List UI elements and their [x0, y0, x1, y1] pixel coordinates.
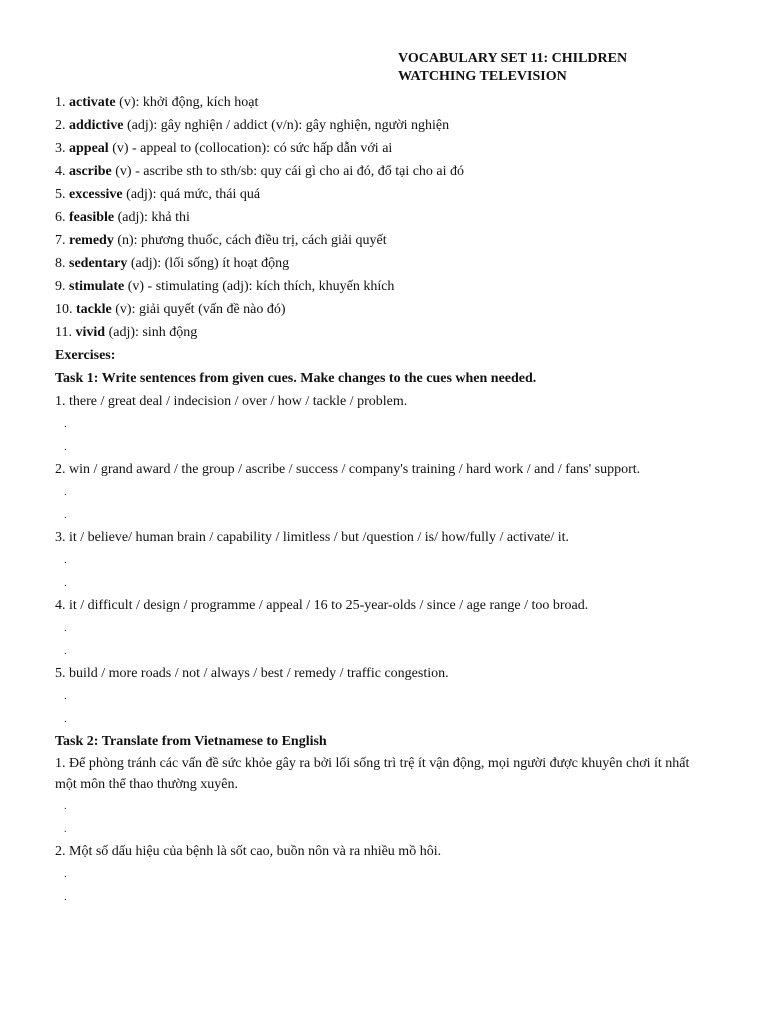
vocab-definition: (adj): (lối sống) ít hoạt động — [127, 256, 290, 271]
vocab-word: vivid — [75, 325, 106, 340]
answer-line[interactable]: . — [64, 418, 67, 430]
answer-line[interactable]: . — [64, 486, 67, 498]
task1-question: 3. it / believe/ human brain / capability / limitless / but /question / is/ how/fully / activate/ it. — [55, 530, 570, 545]
answer-line[interactable]: . — [64, 440, 67, 453]
vocab-item — [55, 252, 735, 275]
vocab-word: appeal — [69, 141, 109, 156]
task1-question: 1. there / great deal / indecision / over / how / tackle / problem. — [55, 394, 408, 409]
title-line-1: VOCABULARY SET 11: CHILDREN — [398, 51, 628, 66]
answer-line[interactable]: . — [64, 690, 67, 702]
vocab-definition: (adj): khả thi — [114, 210, 190, 225]
vocab-definition: (adj): quá mức, thái quá — [122, 187, 261, 202]
vocab-number: 5. — [55, 187, 66, 202]
task1-heading: Task 1: Write sentences from given cues. Make changes to the cues when needed. — [55, 371, 537, 386]
answer-line[interactable]: . — [64, 822, 67, 835]
vocab-item — [55, 275, 735, 298]
vocab-definition: (adj): sinh động — [105, 325, 198, 340]
title-line-2: WATCHING TELEVISION — [398, 69, 567, 84]
vocab-number: 4. — [55, 164, 66, 179]
task2-question: 1. Để phòng tránh các vấn đề sức khỏe gây ra bởi lối sống trì trệ ít vận động, mọi người được khuyên chơi ít nhất một môn thể thao thường xuyên. — [55, 756, 690, 792]
vocab-definition: (v) - ascribe sth to sth/sb: quy cái gì cho ai đó, đổ tại cho ai đó — [111, 164, 465, 179]
vocab-word: tackle — [76, 302, 112, 317]
vocab-number: 3. — [55, 141, 66, 156]
vocab-word: ascribe — [69, 164, 112, 179]
exercises-heading: Exercises: — [55, 348, 116, 363]
vocab-number: 11. — [55, 325, 72, 340]
vocab-number: 6. — [55, 210, 66, 225]
answer-line[interactable]: . — [64, 800, 67, 812]
vocab-number: 10. — [55, 302, 73, 317]
task1-question: 5. build / more roads / not / always / best / remedy / traffic congestion. — [55, 666, 449, 681]
vocab-definition: (n): phương thuốc, cách điều trị, cách giải quyết — [113, 233, 387, 248]
task1-list — [55, 390, 735, 730]
vocab-word: remedy — [69, 233, 114, 248]
answer-line[interactable]: . — [64, 576, 67, 589]
task1-question: 2. win / grand award / the group / ascribe / success / company's training / hard work / and / fans' support. — [55, 462, 641, 477]
vocab-item — [55, 321, 735, 344]
vocab-definition: (v): giải quyết (vấn đề nào đó) — [111, 302, 286, 317]
vocab-definition: (v) - stimulating (adj): kích thích, khuyến khích — [124, 279, 395, 294]
task2-list — [55, 753, 735, 908]
vocab-word: addictive — [69, 118, 124, 133]
vocab-item — [55, 160, 735, 183]
vocab-word: feasible — [69, 210, 115, 225]
vocab-list — [55, 91, 735, 344]
vocab-word: sedentary — [69, 256, 128, 271]
vocab-word: excessive — [69, 187, 123, 202]
vocab-definition: (v): khởi động, kích hoạt — [115, 95, 259, 110]
document-body — [55, 91, 735, 908]
answer-line[interactable]: . — [64, 508, 67, 521]
task2-question: 2. Một số dấu hiệu của bệnh là sốt cao, buồn nôn và ra nhiều mồ hôi. — [55, 844, 442, 859]
answer-line[interactable]: . — [64, 868, 67, 880]
vocab-word: stimulate — [69, 279, 125, 294]
vocab-number: 9. — [55, 279, 66, 294]
vocab-item — [55, 91, 735, 114]
task2-heading: Task 2: Translate from Vietnamese to English — [55, 734, 327, 749]
vocab-item — [55, 298, 735, 321]
vocab-item — [55, 137, 735, 160]
document-title — [398, 50, 728, 86]
vocab-number: 1. — [55, 95, 66, 110]
answer-line[interactable]: . — [64, 644, 67, 657]
task1-question: 4. it / difficult / design / programme / appeal / 16 to 25-year-olds / since / age range / too broad. — [55, 598, 589, 613]
vocab-number: 7. — [55, 233, 66, 248]
vocab-item — [55, 183, 735, 206]
vocab-item — [55, 206, 735, 229]
answer-line[interactable]: . — [64, 554, 67, 566]
answer-line[interactable]: . — [64, 890, 67, 903]
vocab-word: activate — [69, 95, 116, 110]
vocab-definition: (v) - appeal to (collocation): có sức hấp dẫn với ai — [108, 141, 393, 156]
vocab-number: 2. — [55, 118, 66, 133]
vocab-item — [55, 114, 735, 137]
answer-line[interactable]: . — [64, 712, 67, 725]
vocab-number: 8. — [55, 256, 66, 271]
vocab-item — [55, 229, 735, 252]
vocab-definition: (adj): gây nghiện / addict (v/n): gây nghiện, người nghiện — [123, 118, 450, 133]
answer-line[interactable]: . — [64, 622, 67, 634]
